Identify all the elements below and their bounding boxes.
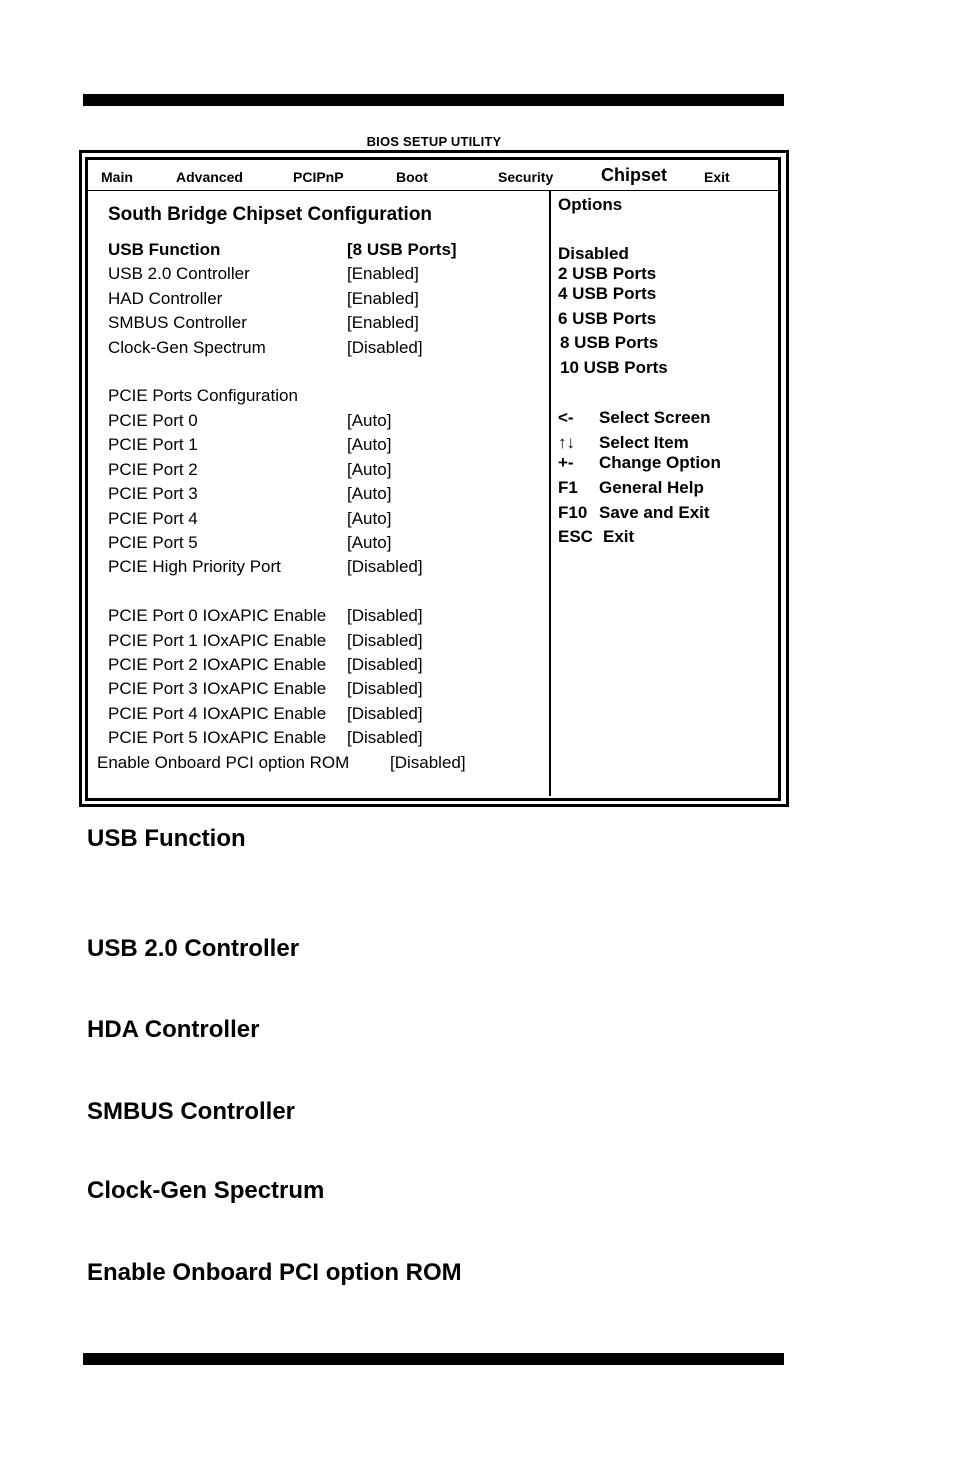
section-heading-usb20-controller: USB 2.0 Controller xyxy=(87,935,300,962)
setting-value: [Disabled] xyxy=(347,655,423,674)
up-down-arrows-icon: ↑↓ xyxy=(558,433,575,452)
setting-value: [Auto] xyxy=(347,533,392,552)
key-description: Exit xyxy=(603,527,635,546)
bios-title: BIOS SETUP UTILITY xyxy=(366,134,502,149)
setting-value: [Enabled] xyxy=(347,264,419,283)
setting-label: PCIE Port 2 IOxAPIC Enable xyxy=(108,655,327,674)
setting-label: PCIE Port 0 IOxAPIC Enable xyxy=(108,606,327,625)
key-label: +- xyxy=(558,453,574,472)
setting-value: [8 USB Ports] xyxy=(347,240,457,259)
setting-label: Clock-Gen Spectrum xyxy=(108,338,266,357)
setting-label: PCIE Port 3 IOxAPIC Enable xyxy=(108,679,327,698)
tab-main[interactable]: Main xyxy=(101,169,133,185)
setting-label: USB 2.0 Controller xyxy=(108,264,250,283)
option-item[interactable]: 6 USB Ports xyxy=(558,309,657,328)
option-item[interactable]: 2 USB Ports xyxy=(558,264,657,283)
key-description: Select Item xyxy=(599,433,689,452)
setting-value: [Disabled] xyxy=(347,704,423,723)
panel-divider xyxy=(549,190,551,796)
tab-advanced[interactable]: Advanced xyxy=(176,169,243,185)
key-description: General Help xyxy=(599,478,704,497)
setting-value: [Auto] xyxy=(347,435,392,454)
tab-pcipnp[interactable]: PCIPnP xyxy=(293,169,344,185)
setting-label: HAD Controller xyxy=(108,289,223,308)
setting-label: PCIE Port 5 IOxAPIC Enable xyxy=(108,728,327,747)
setting-label: PCIE Port 1 IOxAPIC Enable xyxy=(108,631,327,650)
setting-value: [Disabled] xyxy=(347,679,423,698)
key-description: Save and Exit xyxy=(599,503,710,522)
setting-value: [Disabled] xyxy=(347,557,423,576)
option-item[interactable]: 4 USB Ports xyxy=(558,284,657,303)
setting-value: [Auto] xyxy=(347,484,392,503)
setting-value: [Disabled] xyxy=(390,753,466,772)
option-item[interactable]: 10 USB Ports xyxy=(560,358,668,377)
tab-boot[interactable]: Boot xyxy=(396,169,428,185)
setting-label: SMBUS Controller xyxy=(108,313,247,332)
section-heading-usb-function: USB Function xyxy=(87,825,246,852)
setting-label: USB Function xyxy=(108,240,221,259)
config-title: South Bridge Chipset Configuration xyxy=(108,204,433,225)
key-label: F1 xyxy=(558,478,578,497)
setting-value: [Disabled] xyxy=(347,631,423,650)
options-title: Options xyxy=(558,195,623,214)
setting-label: PCIE Port 3 xyxy=(108,484,198,503)
setting-label: PCIE Port 4 xyxy=(108,509,198,528)
setting-label: PCIE Port 0 xyxy=(108,411,198,430)
bios-menu-bar xyxy=(88,160,778,191)
setting-value: [Enabled] xyxy=(347,313,419,332)
setting-label: PCIE High Priority Port xyxy=(108,557,281,576)
setting-value: [Auto] xyxy=(347,411,392,430)
setting-label: PCIE Port 5 xyxy=(108,533,198,552)
tab-chipset[interactable]: Chipset xyxy=(601,165,668,185)
top-rule xyxy=(83,94,784,106)
section-heading-clock-gen-spectrum: Clock-Gen Spectrum xyxy=(87,1177,325,1204)
setting-label: PCIE Port 2 xyxy=(108,460,198,479)
setting-label: Enable Onboard PCI option ROM xyxy=(97,753,350,772)
tab-security[interactable]: Security xyxy=(498,169,554,185)
setting-value: [Auto] xyxy=(347,509,392,528)
key-description: Select Screen xyxy=(599,408,711,427)
key-description: Change Option xyxy=(599,453,721,472)
setting-value: [Enabled] xyxy=(347,289,419,308)
key-label: F10 xyxy=(558,503,588,522)
left-arrow-icon: <- xyxy=(558,408,574,427)
setting-value: [Auto] xyxy=(347,460,392,479)
section-heading-smbus-controller: SMBUS Controller xyxy=(87,1098,296,1125)
section-heading-onboard-pci-rom: Enable Onboard PCI option ROM xyxy=(87,1259,462,1286)
setting-value: [Disabled] xyxy=(347,728,423,747)
option-item[interactable]: Disabled xyxy=(558,244,629,263)
bottom-rule xyxy=(83,1353,784,1365)
key-label: ESC xyxy=(558,527,593,546)
setting-label: PCIE Port 1 xyxy=(108,435,198,454)
option-item[interactable]: 8 USB Ports xyxy=(560,333,659,352)
setting-value: [Disabled] xyxy=(347,606,423,625)
setting-label: PCIE Ports Configuration xyxy=(108,386,298,405)
tab-exit[interactable]: Exit xyxy=(704,169,730,185)
setting-label: PCIE Port 4 IOxAPIC Enable xyxy=(108,704,327,723)
setting-value: [Disabled] xyxy=(347,338,423,357)
section-heading-hda-controller: HDA Controller xyxy=(87,1016,260,1043)
